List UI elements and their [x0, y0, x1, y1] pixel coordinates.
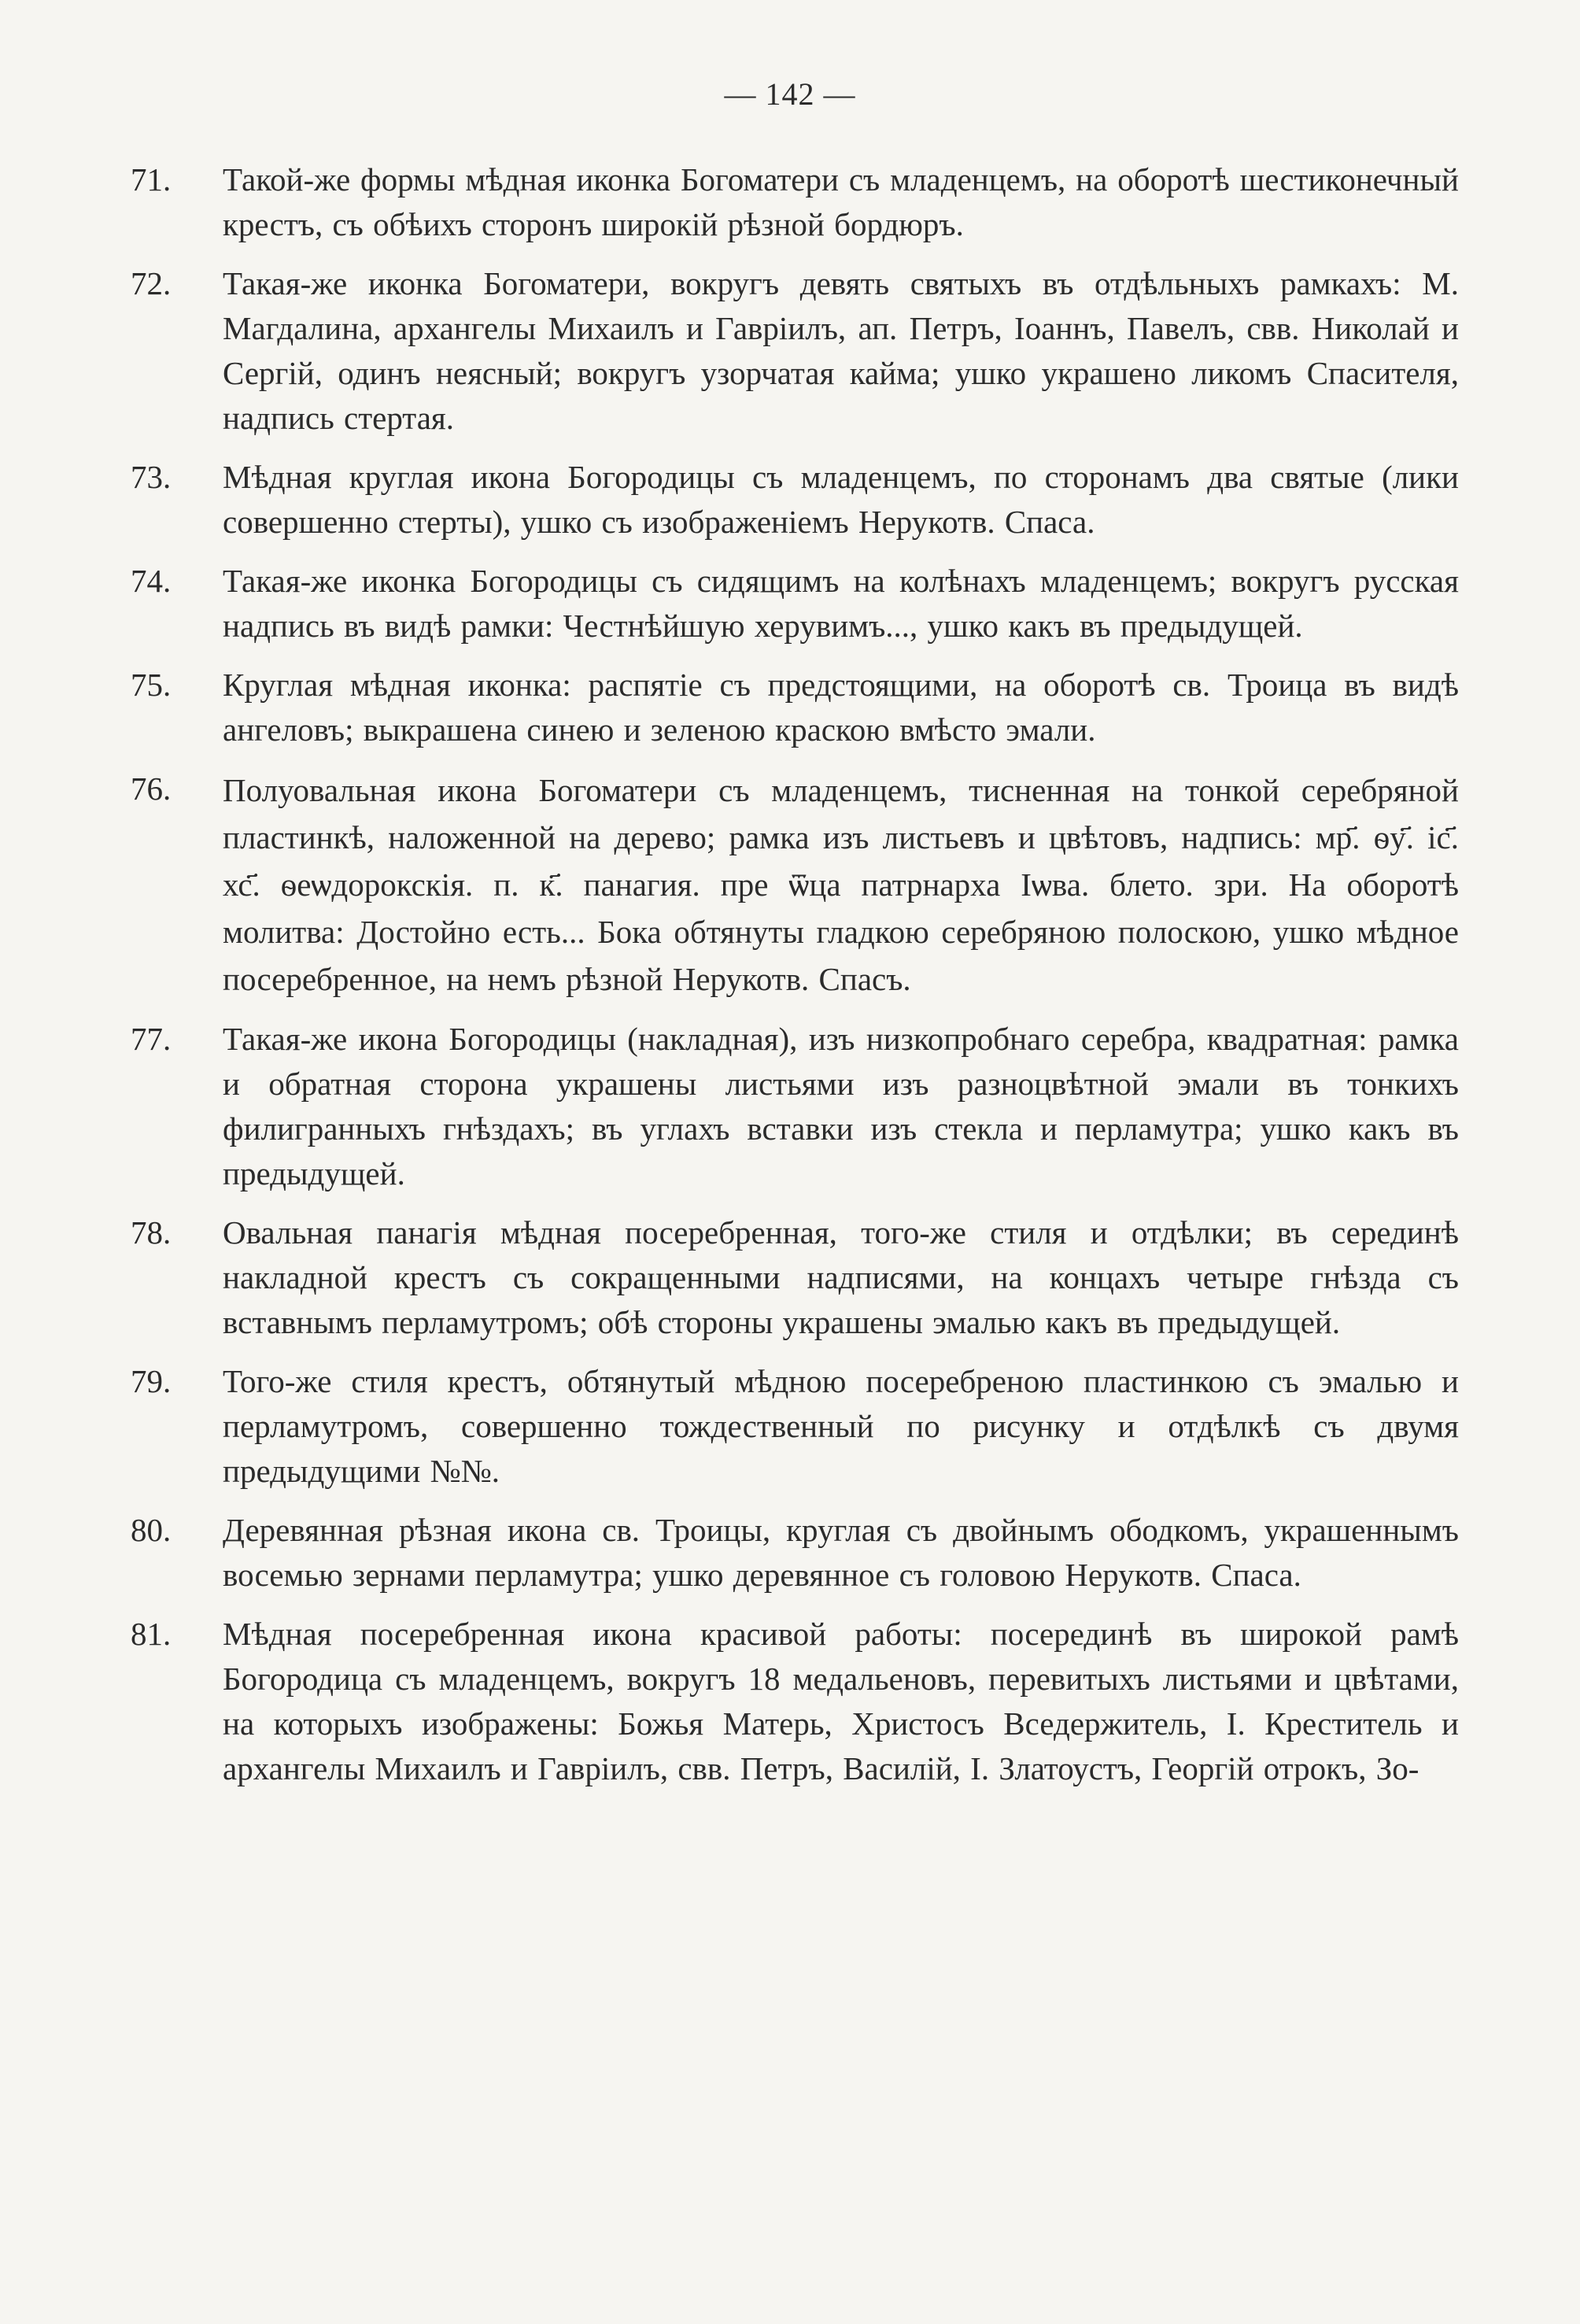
entry-number: 72.: [131, 265, 172, 301]
entry-text: Деревянная рѣзная икона св. Троицы, круглая съ двойнымъ ободкомъ, украшеннымъ восемью зернами перламутра; ушко деревянное съ головою Нерукотв. Спаса.: [223, 1512, 1459, 1593]
entry-text: Мѣдная посеребренная икона красивой работы: посерединѣ въ широкой рамѣ Богородица съ младенцемъ, вокругъ 18 медальеновъ, перевитыхъ листьями и цвѣтами, на которыхъ изображены: Божья Матерь, Христосъ Вседержитель, І. Креститель и архангелы Михаилъ и Гавріилъ, свв. Петръ, Василій, І. Златоустъ, Георгій отрокъ, Зо-: [223, 1616, 1459, 1786]
entry-text: Такая-же иконка Богоматери, вокругъ девять святыхъ въ отдѣльныхъ рамкахъ: М. Магдалина, архангелы Михаилъ и Гавріилъ, ап. Петръ, Іоаннъ, Павелъ, свв. Николай и Сергій, одинъ неясный; вокругъ узорчатая кайма; ушко украшено ликомъ Спасителя, надпись стертая.: [223, 265, 1459, 436]
entry-number: 71.: [131, 161, 172, 198]
entry-text: Овальная панагія мѣдная посеребренная, того-же стиля и отдѣлки; въ серединѣ накладной крестъ съ сокращенными надписями, на концахъ четыре гнѣзда съ вставнымъ перламутромъ; обѣ стороны украшены эмалью какъ въ предыдущей.: [223, 1214, 1459, 1340]
entry-number: 81.: [131, 1616, 172, 1652]
catalog-entry-81: [131, 1612, 1459, 1791]
entry-number: 74.: [131, 563, 172, 599]
entry-text: Такой-же формы мѣдная иконка Богоматери съ младенцемъ, на оборотѣ шестиконечный крестъ, съ обѣихъ сторонъ широкій рѣзной бордюръ.: [223, 161, 1459, 242]
entry-text: Такая-же иконка Богородицы съ сидящимъ на колѣнахъ младенцемъ; вокругъ русская надпись въ видѣ рамки: Честнѣйшую херувимъ..., ушко какъ въ предыдущей.: [223, 563, 1459, 644]
catalog-entry-74: [131, 559, 1459, 648]
entry-number: 80.: [131, 1512, 172, 1548]
catalog-entry-78: [131, 1210, 1459, 1345]
entry-text: Такая-же икона Богородицы (накладная), изъ низкопробнаго серебра, квадратная: рамка и обратная сторона украшены листьями изъ разноцвѣтной эмали въ тонкихъ филигранныхъ гнѣздахъ; въ углахъ вставки изъ стекла и перламутра; ушко какъ въ предыдущей.: [223, 1021, 1459, 1192]
catalog-entries: [131, 157, 1459, 1805]
entry-text: Мѣдная круглая икона Богородицы съ младенцемъ, по сторонамъ два святые (лики совершенно стерты), ушко съ изображеніемъ Нерукотв. Спаса.: [223, 459, 1459, 540]
entry-number: 77.: [131, 1021, 172, 1057]
page-number: — 142 —: [724, 76, 856, 112]
catalog-entry-79: [131, 1359, 1459, 1494]
entry-text: Того-же стиля крестъ, обтянутый мѣдною посеребреною пластинкою съ эмалью и перламутромъ, совершенно тождественный по рисунку и отдѣлкѣ съ двумя предыдущими №№.: [223, 1363, 1459, 1489]
entry-number: 78.: [131, 1214, 172, 1251]
entry-text: Полуовальная икона Богоматери съ младенцемъ, тисненная на тонкой серебряной пластинкѣ, наложенной на дерево; рамка изъ листьевъ и цвѣтовъ, надпись: мр҃. ѳу҃. іс҃. хс҃. ѳеѡдорокскія. п. к҃. панагия. пре ѿца патрнарха Іѡва. блето. зри. На оборотѣ молитва: Достойно есть... Бока обтянуты гладкою серебряною полоскою, ушко мѣдное посеребренное, на немъ рѣзной Нерукотв. Спасъ.: [223, 772, 1459, 997]
entry-number: 76.: [131, 770, 172, 807]
catalog-entry-72: [131, 261, 1459, 441]
catalog-entry-77: [131, 1017, 1459, 1196]
entry-number: 73.: [131, 459, 172, 495]
entry-number: 75.: [131, 667, 172, 703]
catalog-entry-80: [131, 1508, 1459, 1598]
catalog-entry-71: [131, 157, 1459, 247]
catalog-entry-75: [131, 663, 1459, 752]
catalog-entry-73: [131, 455, 1459, 545]
entry-number: 79.: [131, 1363, 172, 1399]
catalog-entry-76: [131, 767, 1459, 1003]
entry-text: Круглая мѣдная иконка: распятіе съ предстоящими, на оборотѣ св. Троица въ видѣ ангеловъ; выкрашена синею и зеленою краскою вмѣсто эмали.: [223, 667, 1459, 748]
